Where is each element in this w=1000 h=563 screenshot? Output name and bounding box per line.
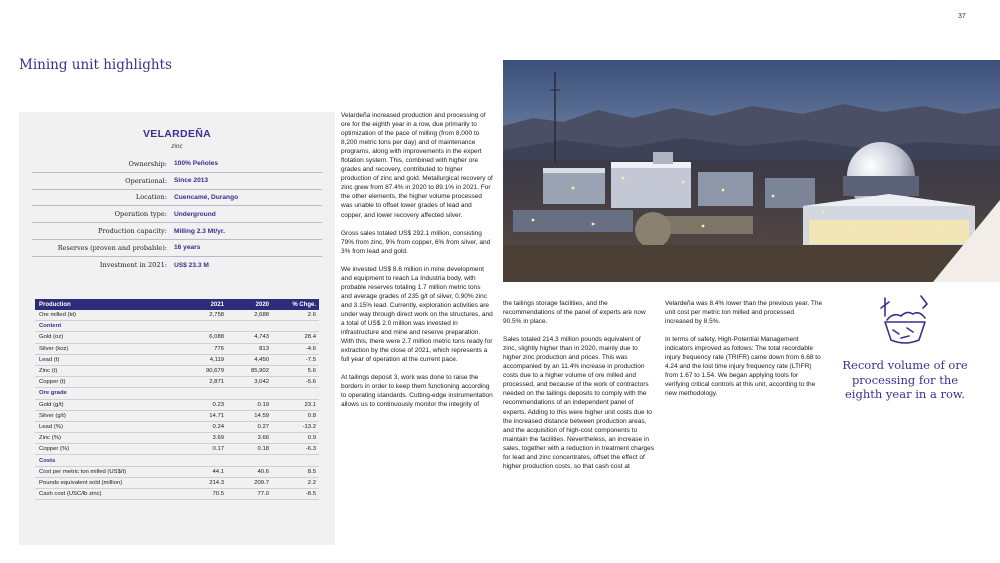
row-label: Zinc (t) bbox=[39, 368, 58, 375]
row-label: Gold (g/t) bbox=[39, 401, 64, 408]
info-value: US$ 23.3 M bbox=[174, 261, 209, 269]
value-2021: 2,871 bbox=[209, 379, 224, 386]
table-row bbox=[35, 332, 319, 343]
table-row bbox=[35, 366, 319, 377]
info-row bbox=[32, 206, 322, 223]
table-row bbox=[35, 377, 319, 388]
info-row bbox=[32, 223, 322, 240]
production-table-body bbox=[35, 310, 319, 500]
value-change: -4.6 bbox=[305, 345, 316, 352]
row-label: Pounds equivalent sold (million) bbox=[39, 479, 123, 486]
info-value: 100% Peñoles bbox=[174, 160, 218, 168]
paragraph: Velardeña was 8.4% lower than the previous year. The unit cost per metric ton milled and processed increased by 8.5%. bbox=[665, 300, 823, 326]
value-change: 8.5 bbox=[307, 468, 316, 475]
section-label: Costs bbox=[39, 457, 56, 464]
value-2021: 14.71 bbox=[209, 412, 224, 419]
value-change: 0.9 bbox=[307, 435, 316, 442]
table-row bbox=[35, 467, 319, 478]
production-table-header bbox=[35, 299, 319, 310]
value-change: -5.6 bbox=[305, 379, 316, 386]
value-change: -13.2 bbox=[302, 423, 316, 430]
info-label: Location: bbox=[135, 193, 167, 202]
info-label: Reserves (proven and probable): bbox=[57, 243, 167, 252]
paragraph: We invested US$ 8.6 million in mine development and equipment to reach La Industria body, with probable reserves totaling 1.7 million metric tons and average grades of 235 g/t of silver, 0.90% zinc and 3.15% lead. Currently, exploration activities are under way through direct work on the structures, and a total of US$ 2.0 million was invested in infrastructure and mine and reserve preparation. With this, there were 2.7 million metric tons ready for extraction by the close of 2021, which represents a full year of operation at the current pace. bbox=[341, 265, 493, 364]
production-table bbox=[35, 299, 319, 500]
header-production: Production bbox=[39, 301, 71, 308]
info-row bbox=[32, 190, 322, 207]
table-row bbox=[35, 344, 319, 355]
value-2021: 0.23 bbox=[212, 401, 224, 408]
value-2021: 214.3 bbox=[209, 479, 224, 486]
paragraph: Gross sales totaled US$ 292.1 million, consisting 79% from zinc, 9% from copper, 6% from silver, and 3% from lead and gold. bbox=[341, 229, 491, 255]
info-row bbox=[32, 240, 322, 257]
mine-facility-photo bbox=[503, 60, 1000, 282]
table-row bbox=[35, 400, 319, 411]
header-2020: 2020 bbox=[255, 301, 269, 308]
table-row bbox=[35, 310, 319, 321]
value-2021: 44.1 bbox=[212, 468, 224, 475]
section-title: Mining unit highlights bbox=[19, 57, 172, 73]
info-label: Investment in 2021: bbox=[99, 261, 167, 270]
value-2021: 776 bbox=[214, 345, 224, 352]
value-change: -7.5 bbox=[305, 356, 316, 363]
row-label: Silver (g/t) bbox=[39, 412, 66, 419]
value-2021: 0.17 bbox=[212, 446, 224, 453]
text-column-1 bbox=[341, 111, 493, 418]
highlight-text: Record volume of ore processing for the eighth year in a row. bbox=[842, 358, 968, 401]
value-2020: 813 bbox=[259, 345, 269, 352]
info-value: Since 2013 bbox=[174, 177, 209, 185]
info-label: Operation type: bbox=[114, 210, 167, 219]
value-change: 28.4 bbox=[304, 334, 316, 341]
info-label: Ownership: bbox=[128, 159, 167, 168]
info-label: Operational: bbox=[125, 176, 167, 185]
value-2020: 209.7 bbox=[254, 479, 269, 486]
info-value: Underground bbox=[174, 210, 216, 218]
paragraph: In terms of safety, High-Potential Management indicators improved as follows: The total recordable injury frequency rate (TRIFR) came down from 6.68 to 4.24 and the lost time injury frequency rate (LTIFR) from 1.67 to 1.54. We began applying tools for verifying critical controls at this unit, according to the new methodology. bbox=[665, 336, 821, 398]
info-row bbox=[32, 257, 322, 274]
value-2021: 90,679 bbox=[205, 368, 224, 375]
value-change: 2.6 bbox=[307, 312, 316, 319]
value-change: 0.8 bbox=[307, 412, 316, 419]
value-2020: 40.6 bbox=[257, 468, 269, 475]
paragraph: At tailings deposit 3, work was done to raise the borders in order to keep them functioning according to operating standards. Cutting-edge instrumentation allows us to continuously monitor the integrity of bbox=[341, 374, 493, 409]
table-row bbox=[35, 433, 319, 444]
info-value: Cuencamé, Durango bbox=[174, 193, 239, 201]
table-section-row bbox=[35, 388, 319, 399]
row-label: Cash cost (USC/lb zinc) bbox=[39, 491, 102, 498]
value-2020: 0.27 bbox=[257, 423, 269, 430]
section-label: Content bbox=[39, 323, 62, 330]
table-section-row bbox=[35, 321, 319, 332]
row-label: Cost per metric ton milled (US$/t) bbox=[39, 468, 127, 475]
value-2020: 3,042 bbox=[254, 379, 269, 386]
unit-info-panel bbox=[19, 112, 335, 545]
value-2020: 3.66 bbox=[257, 435, 269, 442]
section-label: Ore grade bbox=[39, 390, 67, 397]
row-label: Lead (%) bbox=[39, 423, 63, 430]
value-2021: 2,758 bbox=[209, 312, 224, 319]
value-2020: 14.59 bbox=[254, 412, 269, 419]
value-2021: 4,119 bbox=[209, 356, 224, 363]
row-label: Silver (koz) bbox=[39, 345, 69, 352]
highlight-box bbox=[835, 290, 975, 402]
row-label: Gold (oz) bbox=[39, 334, 64, 341]
table-row bbox=[35, 422, 319, 433]
header-2021: 2021 bbox=[210, 301, 224, 308]
unit-subtitle: zinc bbox=[171, 143, 183, 150]
value-change: 23.1 bbox=[304, 401, 316, 408]
row-label: Zinc (%) bbox=[39, 435, 61, 442]
text-column-2 bbox=[503, 299, 655, 480]
row-label: Lead (t) bbox=[39, 356, 60, 363]
table-row bbox=[35, 355, 319, 366]
value-2021: 3.69 bbox=[212, 435, 224, 442]
unit-info-table bbox=[32, 156, 322, 274]
paragraph: the tailings storage facilities, and the recommendations of the panel of experts are now 90.5% in place. bbox=[503, 300, 646, 326]
unit-name: VELARDEÑA bbox=[142, 128, 212, 140]
row-label: Copper (%) bbox=[39, 446, 70, 453]
table-row bbox=[35, 478, 319, 489]
info-row bbox=[32, 156, 322, 173]
table-row bbox=[35, 489, 319, 500]
value-2020: 0.19 bbox=[257, 401, 269, 408]
table-row bbox=[35, 411, 319, 422]
row-label: Ore milled (kt) bbox=[39, 312, 76, 319]
info-row bbox=[32, 173, 322, 190]
value-2020: 0.18 bbox=[257, 446, 269, 453]
info-value: 16 years bbox=[174, 244, 201, 252]
value-2021: 0.24 bbox=[212, 423, 224, 430]
value-2020: 4,450 bbox=[254, 356, 269, 363]
value-2020: 2,688 bbox=[254, 312, 269, 319]
page-number: 37 bbox=[958, 13, 966, 20]
paragraph: Velardeña increased production and processing of ore for the eighth year in a row, due primarily to optimization of the pace of milling (from 8,000 to 8,200 metric tons per day) and of maintenance programs, along with improvements in the expert flotation system. This, combined with higher ore grades and recovery, contributed to higher production of zinc and gold. Metallurgical recovery of zinc grew from 87.4% in 2020 to 89.1% in 2021. For the other elements, the higher volume processed was unable to offset lower grades of lead and copper, and lower recovery affected silver. bbox=[341, 112, 493, 219]
ore-processing-icon bbox=[879, 290, 931, 350]
value-2020: 85,902 bbox=[250, 368, 269, 375]
header-change: % Chge. bbox=[292, 301, 316, 308]
value-change: -8.5 bbox=[305, 491, 316, 498]
text-column-3 bbox=[665, 299, 823, 407]
value-2020: 77.0 bbox=[257, 491, 269, 498]
value-change: 5.6 bbox=[307, 368, 316, 375]
value-2021: 70.5 bbox=[212, 491, 224, 498]
value-change: -6.3 bbox=[305, 446, 316, 453]
info-value: Milling 2.3 Mt/yr. bbox=[174, 227, 225, 235]
table-row bbox=[35, 444, 319, 455]
value-change: 2.2 bbox=[307, 479, 316, 486]
table-section-row bbox=[35, 455, 319, 466]
row-label: Copper (t) bbox=[39, 379, 66, 386]
value-2021: 6,088 bbox=[209, 334, 224, 341]
info-label: Production capacity: bbox=[98, 227, 167, 236]
paragraph: Sales totaled 214.3 million pounds equivalent of zinc, slightly higher than in 2020, mainly due to higher zinc production and prices. This was accompanied by an 11.4% increase in production costs due to a higher volume of ore milled and processed, and because of the work of contractors needed on the tailings deposits to comply with the recommendations of an independent panel of experts. Adding to this were higher unit costs due to the increased distance between production areas, and the acquisition of high-cost components to maintain the facilities. Nevertheless, an increase in sales, together with a reduction in treatment charges for lead and zinc concentrates, offset the effect of higher production costs, so that cash cost at bbox=[503, 336, 655, 470]
value-2020: 4,743 bbox=[254, 334, 269, 341]
